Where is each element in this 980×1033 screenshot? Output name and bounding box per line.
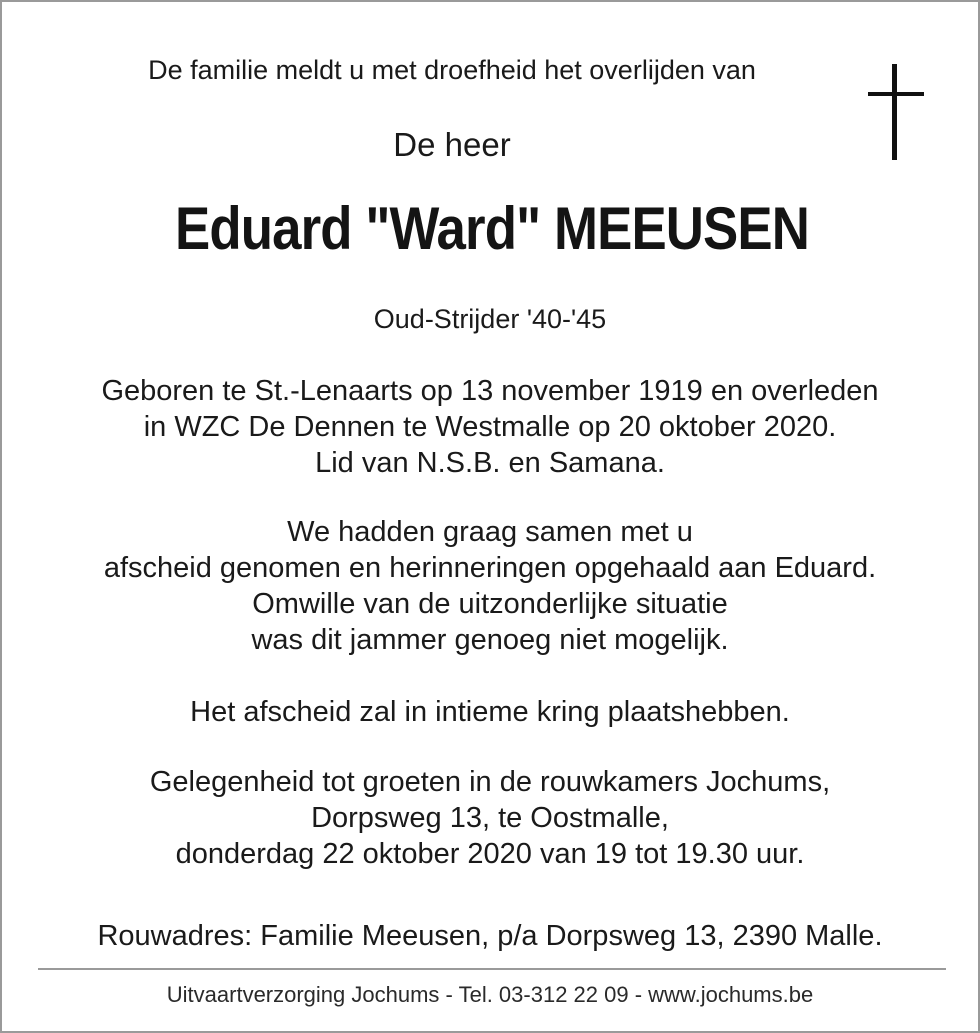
farewell-line: was dit jammer genoeg niet mogelijk. <box>251 624 729 656</box>
farewell-paragraph <box>2 514 978 658</box>
visitation-paragraph <box>2 764 978 872</box>
birth-death-line: Lid van N.S.B. en Samana. <box>315 447 665 479</box>
birth-death-line: Geboren te St.-Lenaarts op 13 november 1919 en overleden <box>101 375 879 407</box>
title-prefix: De heer <box>393 126 511 163</box>
mourning-address-paragraph <box>2 918 978 954</box>
birth-death-paragraph <box>2 373 978 481</box>
mourning-address: Rouwadres: Familie Meeusen, p/a Dorpsweg 13, 2390 Malle. <box>97 920 883 952</box>
farewell-line: Omwille van de uitzonderlijke situatie <box>252 588 728 620</box>
deceased-name: Eduard "Ward" MEEUSEN <box>175 195 809 262</box>
funeral-home-footer: Uitvaartverzorging Jochums - Tel. 03-312 22 09 - www.jochums.be <box>166 982 814 1007</box>
farewell-line: afscheid genomen en herinneringen opgehaald aan Eduard. <box>103 552 877 584</box>
ceremony-paragraph <box>2 694 978 730</box>
footer-divider <box>38 968 946 970</box>
veteran-subtitle: Oud-Strijder '40-'45 <box>373 304 607 334</box>
cross-horizontal-bar <box>868 92 924 96</box>
visitation-line: Dorpsweg 13, te Oostmalle, <box>311 802 669 834</box>
visitation-line: Gelegenheid tot groeten in de rouwkamers Jochums, <box>149 766 831 798</box>
birth-death-line: in WZC De Dennen te Westmalle op 20 oktober 2020. <box>143 411 837 443</box>
farewell-line: We hadden graag samen met u <box>287 516 693 548</box>
visitation-line: donderdag 22 oktober 2020 van 19 tot 19.30 uur. <box>175 838 805 870</box>
intro-text: De familie meldt u met droefheid het overlijden van <box>148 55 756 85</box>
ceremony-line: Het afscheid zal in intieme kring plaatshebben. <box>190 696 790 728</box>
